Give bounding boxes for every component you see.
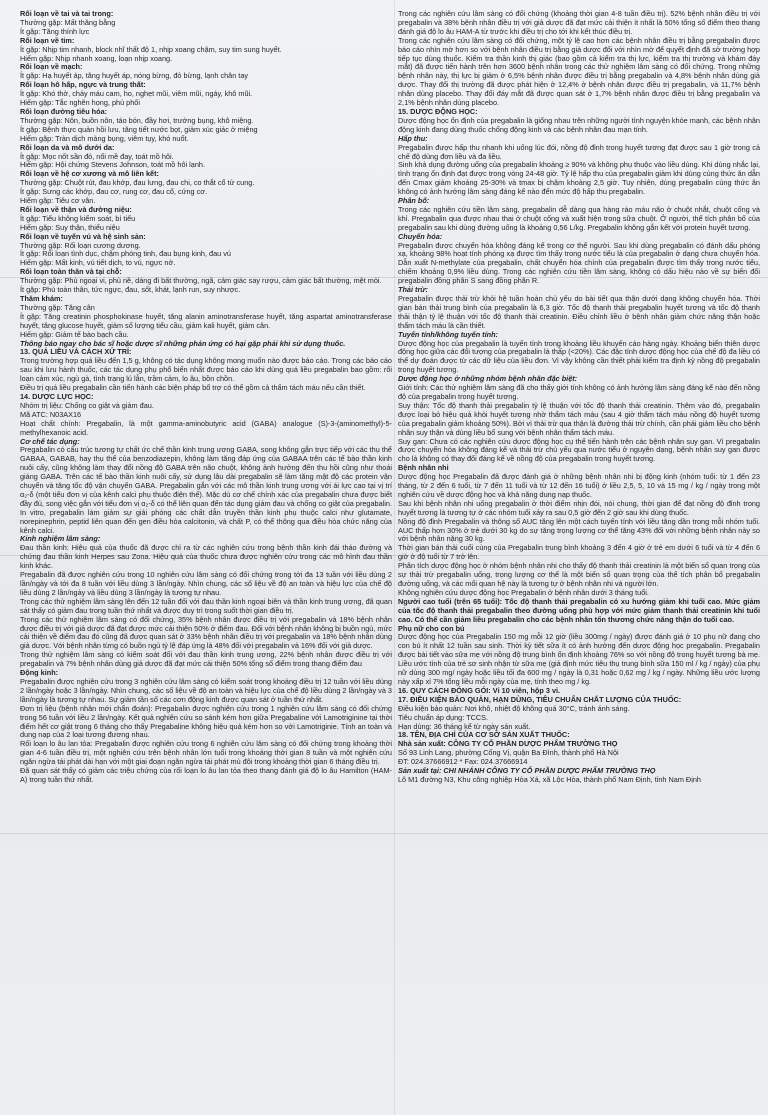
body-paragraph: Dược động học của Pregabalin 150 mg mỗi 12 giờ (liều 300mg / ngày) được đánh giá ở 10 phụ nữ đang cho con bú ít nhất 12 tuần sau sinh. Thời kỳ tiết sữa ít có ảnh hưởng đến dược động học pregabalin. Pregabalin được bài tiết vào sữa mẹ với nồng độ trung bình ổn định khoảng 76% so với nồng độ trong huyết tương bà mẹ. Liều ước tính của trẻ sơ sinh nhận từ sữa mẹ (giả định mức tiêu thụ trung bình sữa 150 ml / kg / ngày) của phụ nữ dùng 300 mg/ ngày hoặc liều tối đa 600 mg / ngày là 0,31 hoặc 0,62 mg / kg / ngày. Những liều ước lượng này xấp xỉ 7% tổng liều mỗi ngày của mẹ, tính theo mg / kg. (398, 632, 760, 686)
body-paragraph: Ít gặp: Bệnh thực quản hồi lưu, tăng tiết nước bọt, giảm xúc giác ở miệng (20, 124, 258, 134)
body-paragraph: Nồng độ đỉnh Pregabalin và thông số AUC tăng lên một cách tuyến tính với liều tăng dần trong mỗi nhóm tuổi. AUC thấp hơn 30% ở trẻ dưới 30 kg do sự tăng trọng lượng cơ thể tăng 43% đối với những bệnh nhân này so với bệnh nhân nặng 30 kg. (398, 516, 760, 544)
body-paragraph: Đã quan sát thấy có giảm các triệu chứng của rối loạn lo âu lan tỏa theo thang đánh giá độ lo âu Hamilton (HAM-A) trong tuần thứ nhất. (20, 766, 392, 784)
body-paragraph: Ít gặp: Tăng creatinin phosphokinase huyết, tăng alanin aminotransferase huyết, tăng aspartat aminotransferase huyết, tăng glucose huyết, giảm số lượng tiểu cầu, giảm kali huyết, giảm cân. (20, 311, 392, 330)
section-heading: Phụ nữ cho con bú (398, 623, 465, 633)
body-paragraph: Trong các nghiên cứu lâm sàng có đối chứng (khoảng thời gian 4-8 tuần điều trị). 52% bệnh nhân điều trị với pregabalin và 38% bệnh nhân điều trị với giả dược đã đạt mức cải thiện ít nhất là 50% tổng số điểm theo thang đánh giá độ lo âu HAM-A từ trước khi điều trị cho tới khi kết thúc điều trị. (398, 10, 760, 36)
body-paragraph: Rối loạn lo âu lan tỏa: Pregabalin được nghiên cứu trong 6 nghiên cứu lâm sàng có đối chứng trong khoảng thời gian 4-6 tuần điều trị, một nghiên cứu trên bệnh nhân lớn tuổi trong khoảng thời gian 8 tuần và một nghiên cứu ngăn ngừa tái phát dài hạn với một giai đoạn ngăn ngừa tái phát mù đôi trong khoảng thời gian 6 tháng điều trị. (20, 739, 392, 767)
body-paragraph: Hiếm gặp: Suy thận, thiểu niệu (20, 222, 120, 232)
center-crease (394, 0, 395, 1115)
body-paragraph: Ít gặp: Hạ huyết áp, tăng huyết áp, nóng bừng, đỏ bừng, lạnh chân tay (20, 71, 249, 81)
body-paragraph: Thường gặp: Chuột rút, đau khớp, đau lưng, đau chi, co thắt cổ tử cung. (20, 178, 255, 188)
body-paragraph: Không nghiên cứu dược động học Pregabalin ở bệnh nhân dưới 3 tháng tuổi. (398, 587, 649, 597)
body-paragraph: Ít gặp: Tăng thính lực (20, 26, 90, 36)
body-paragraph: Suy gan: Chưa có các nghiên cứu dược động học cụ thể tiến hành trên các bệnh nhân suy gan. Vì pregabalin được chuyển hóa không đáng kể và thải trừ chủ yếu qua nước tiểu ở nguyên dạng, bệnh nhân suy gan được cho là không có thay đổi đáng kể về nồng độ của pregabalin trong huyết tương. (398, 436, 760, 464)
body-paragraph: Hiếm gặp: Nhịp nhanh xoang, loạn nhịp xoang. (20, 53, 173, 63)
body-paragraph: Trong các nghiên cứu lâm sàng có đối chứng, một tỷ lệ cao hơn các bệnh nhân điều trị bằng pregabalin được báo cáo nhìn mờ hơn so với bệnh nhân điều trị bằng giả dược đối với nhìn mờ để quyết định đã sở trường hợp tiếp tục dùng thuốc. Kiểm tra thần kinh thị giác (bao gồm cả kiểm tra thị lực, kiểm tra thị trường và khám đáy mắt) đã được tiến hành trên hơn 3600 bệnh nhân trong các thử nghiệm lâm sàng có đối chứng. Trong những bệnh nhân này, thị lực bị giảm ở 6,5% bệnh nhân được điều trị bằng pregabalin và 4,8% bệnh nhân dùng giả dược. Thay đổi thị trường đã được phát hiện ở 12,4% ở bệnh nhân được điều trị pregabalin, và 11,7% bệnh nhân dùng placebo. Thay đổi đáy mắt đã được quan sát ở 1,7% bệnh nhân được điều trị bằng pregabalin và 2,1% bệnh nhân dùng placebo. (398, 35, 760, 108)
body-paragraph: Đơn trị liệu (bệnh nhân mới chẩn đoán): Pregabalin được nghiên cứu trong 1 nghiên cứu lâm sàng có đối chứng trong 56 tuần với liều 2 lần/ngày. Kết quả nghiên cứu so sánh kém hơn giữa Pregabaline với Lamotriginine tại thời điểm hết cơ giật trong 6 tháng cho thấy Pregabaline không hiệu quả kém hơn so với Lamotriginie. Tính an toàn và dung nạp của 2 loại tương đương nhau. (20, 703, 392, 740)
body-paragraph: Dược động học Pregabalin đã được đánh giá ở những bệnh nhân nhi bị động kinh (nhóm tuổi: từ 1 đến 23 tháng, từ 2 đến 6 tuổi, từ 7 đến 11 tuổi và từ 12 đến 16 tuổi) ở liều 2,5, 5, 10 và 15 mg / kg / ngày trong một nghiên cứu về dược động học và khả năng dung nạp thuốc. (398, 472, 760, 499)
body-paragraph: Thường gặp: Tăng cân (20, 302, 95, 312)
body-paragraph: Pregabalin đã được nghiên cứu trong 10 nghiên cứu lâm sàng có đối chứng trong tới đa 13 tuần với liều dùng 2 lần/ngày và tới đa 8 tuần với liều dùng 3 lần/ngày. Nhìn chung, các số liệu về độ an toàn và hiệu lực của chế độ liều dùng 2 lần/ngày và liều dùng 3 lần/ngày là tương tự nhau. (20, 570, 392, 597)
body-paragraph: Suy thận: Tốc độ thanh thải pregabalin tỷ lệ thuận với tốc độ thanh thải creatinin. Thêm vào đó, pregabalin được loại bỏ hiệu quả khỏi huyết tương nhờ thẩm tách máu (sau 4 giờ thẩm tách máu nồng độ huyết tương của pregabalin giảm khoảng 50%). Bởi vì thải trừ qua thận là đường thải trừ chính, cần phải giảm liều cho bệnh nhân suy thận và dùng liều bổ sung với bệnh nhân thẩm tách máu. (398, 400, 760, 437)
subsection-heading: Kinh nghiệm lâm sàng: (20, 534, 101, 544)
subsection-heading: Chuyển hóa: (398, 231, 443, 241)
body-paragraph: Ít gặp: Phù toàn thân, tức ngực, đau, sốt, khát, lạnh run, suy nhược. (20, 285, 241, 295)
warning-note: Thông báo ngay cho bác sĩ hoặc dược sĩ những phản ứng có hại gặp phải khi sử dụng thuốc. (20, 338, 346, 348)
body-paragraph: Trong thử nghiệm lâm sàng có kiểm soát đối với đau thần kinh trung ương, 22% bệnh nhân được điều trị với pregabalin và 7% bệnh nhân dùng giả dược đã đạt mức cải thiện 50% tổng số điểm trong thang điểm đau (20, 650, 392, 669)
body-paragraph: Thường gặp: Phù ngoại vi, phù nề, dáng đi bất thường, ngã, cảm giác say rượu, cảm giác bất thường, mệt mỏi. (20, 276, 382, 286)
body-paragraph: Đau thần kinh: Hiệu quả của thuốc đã được chỉ ra từ các nghiên cứu trong bệnh thần kinh đái tháo đường và chứng đau thần kinh Herpes sau Zona. Hiệu quả của thuốc chưa được nghiên cứu trong các mô hình đau thần kinh khác. (20, 543, 392, 571)
body-paragraph: Dược động học của pregabalin là tuyến tính trong khoảng liều khuyến cáo hàng ngày. Khoảng biến thiên dược động học giữa các đối tượng của pregabalin là thấp (<20%). Các đặc tính dược động học của chế độ đa liều có thể dự đoán được từ các dữ liệu của liều đơn. Vì vậy không cần thiết phải kiểm tra định kỳ nồng độ pregabalin trong huyết tương. (398, 338, 760, 375)
section-heading: Rối loạn hô hấp, ngực và trung thất: (20, 80, 146, 90)
section-heading: Rối loạn toàn thân và tại chỗ: (20, 267, 122, 277)
body-paragraph: Ít gặp: Mọc nốt sần đỏ, nổi mề đay, toát mồ hôi. (20, 151, 174, 161)
section-heading: Rối loạn về tim: (20, 35, 75, 45)
body-paragraph: Ít gặp: Rối loạn tình dục, chậm phóng tinh, đau bụng kinh, đau vú (20, 249, 231, 259)
body-paragraph: Dược động học ổn định của pregabalin là giống nhau trên những người tình nguyện khỏe mạnh, các bệnh nhân động kinh đang dùng thuốc chống động kinh và các bệnh nhân đau mạn tính. (398, 115, 760, 134)
body-paragraph: Trong các thử nghiệm lâm sàng lên đến 12 tuần đối với đau thần kinh ngoại biên và thần kinh trung ương, đã quan sát thấy có giảm đau trong tuần thứ nhất và được duy trì trong suốt thời gian điều trị. (20, 596, 392, 615)
body-paragraph: Hiếm gặp: Giảm tế bào bạch cầu. (20, 329, 129, 339)
right-column (398, 10, 760, 1115)
section-heading: Động kinh: (20, 668, 59, 678)
body-paragraph: Hiếm gặp: Tắc nghẽn họng, phù phổi (20, 98, 140, 108)
body-paragraph: Trong trường hợp quá liều đến 1,5 g, không có tác dụng không mong muốn nào được báo cáo. Trong các báo cáo sau khi lưu hành thuốc, các tác dụng phụ phổ biến nhất được báo cáo khi dùng quá liều pregabalin bao gồm: rối loạn cảm xúc, ngủ gà, tình trạng lú lẫn, trầm cảm, lo âu, bồn chồn. (20, 356, 392, 384)
body-paragraph: Tiêu chuẩn áp dụng: TCCS. (398, 712, 489, 722)
body-paragraph: Phân tích dược động học ở nhóm bệnh nhân nhi cho thấy độ thanh thải creatinin là một biến số quan trọng của sự thải trừ pregabalin uống, trọng lượng cơ thể là một biến số quan trọng của thể tích phân bố pregabalin đường uống, và các mối quan hệ này là tương tự ở bệnh nhân nhi và người lớn. (398, 561, 760, 588)
body-paragraph: Pregabalin được chuyển hóa không đáng kể trong cơ thể người. Sau khi dùng pregabalin có đánh dấu phóng xạ, khoảng 98% hoạt tính phóng xạ được tìm thấy trong nước tiểu là của pregabalin ở dạng chưa chuyển hóa. Dẫn xuất N-methylate của pregabalin, chất chuyển hóa chính của pregabalin được tìm thấy trong nước tiểu, chiếm khoảng 0,9% liều dùng. Trong các nghiên cứu tiền lâm sàng, không có dấu hiệu nào về sự biến đổi pregabalin đồng phân S sang đồng phân R. (398, 240, 760, 286)
section-heading: 13. QUÁ LIỀU VÀ CÁCH XỬ TRÍ: (20, 347, 132, 357)
section-heading: 14. DƯỢC LỰC HỌC: (20, 391, 94, 401)
body-paragraph: Ít gặp: Nhịp tim nhanh, block nhĩ thất độ 1, nhịp xoang chậm, suy tim sung huyết. (20, 44, 282, 54)
subsection-heading: Phân bố: (398, 196, 430, 206)
body-paragraph: Hoạt chất chính: Pregabalin, là một gamma-aminobutyric acid (GABA) analogue (S)-3-(aminomethyl)-5-methylhexanoic acid. (20, 418, 392, 437)
body-paragraph: Hiếm gặp: Mất kinh, vú tiết dịch, to vú, ngực nở. (20, 258, 176, 268)
body-paragraph: Thời gian bán thải cuối cùng của Pregabalin trung bình khoảng 3 đến 4 giờ ở trẻ em dưới 6 tuổi và từ 4 đến 6 giờ ở độ tuổi từ 7 trở lên. (398, 543, 760, 562)
body-paragraph: Ít gặp: Sưng các khớp, đau cơ, rung cơ, đau cổ, cứng cơ. (20, 187, 208, 197)
section-heading: Người cao tuổi (trên 65 tuổi): Tốc độ thanh thải pregabalin có xu hướng giảm khi tuổi cao. Mức giảm của tốc độ thanh thải pregabalin theo đường uống phù hợp với mức giảm thanh thải creatinin khi tuổi cao. Có thể cần giảm liều pregabalin cho các bệnh nhân tổn thương chức năng thận do tuổi cao. (398, 596, 760, 624)
body-paragraph: Thường gặp: Nôn, buồn nôn, táo bón, đầy hơi, trướng bụng, khô miệng. (20, 115, 254, 125)
section-heading: Rối loạn về thận và đường niệu: (20, 204, 132, 214)
section-heading: Rối loạn về tai và tai trong: (20, 10, 114, 18)
subsection-heading: Tuyến tính/không tuyến tính: (398, 329, 498, 339)
subsection-heading: Dược động học ở những nhóm bệnh nhân đặc biệt: (398, 374, 578, 384)
left-column (20, 10, 392, 1115)
section-heading: 15. DƯỢC ĐỘNG HỌC: (398, 106, 478, 116)
label-line: Sản xuất tại: CHI NHÁNH CÔNG TY CỔ PHẦN DƯỢC PHẨM TRƯỜNG THỌ (398, 766, 656, 776)
body-paragraph: Hiếm gặp: Hội chứng Stevens Johnson, toát mồ hôi lạnh. (20, 160, 205, 170)
subsection-heading: Thải trừ: (398, 285, 428, 295)
section-heading: Rối loạn da và mô dưới da: (20, 142, 115, 152)
section-heading: Nhà sản xuất: CÔNG TY CỔ PHẦN DƯỢC PHẨM TRƯỜNG THỌ (398, 739, 618, 749)
body-paragraph: Lô M1 đường N3, Khu công nghiệp Hòa Xá, xã Lộc Hòa, thành phố Nam Định, tỉnh Nam Định (398, 774, 701, 784)
section-heading: 18. TÊN, ĐỊA CHỈ CỦA CƠ SỞ SẢN XUẤT THUỐC: (398, 730, 570, 740)
body-paragraph: Hiếm gặp: Tiêu cơ vân. (20, 196, 96, 206)
section-heading: Rối loạn về hệ cơ xương và mô liên kết: (20, 169, 159, 179)
body-paragraph: Sau khi bệnh nhân nhi uống pregabalin ở thời điểm nhịn đói, nói chung, thời gian để đạt nồng độ đỉnh trong huyết tương là tương tự ở các nhóm tuổi xảy ra sau 0,5 giờ đến 2 giờ sau khi dùng thuốc. (398, 498, 760, 517)
body-paragraph: Pregabalin có cấu trúc tương tự chất ức chế thần kinh trung ương GABA, song không gắn trực tiếp với các thụ thể GABAA, GABAB, hay thụ thể của benzodiazepin, không làm tăng đáp ứng của GABAA trên các tế bào thần kinh nuôi cấy, cũng không làm thay đổi nồng độ GABA trên não chuột, không ảnh hưởng đến thu hồi cũng như thoái giáng GABA. Trên các tế bào thần kinh nuôi cấy, sử dụng lâu dài pregabalin sẽ làm tăng mật độ các protein vận chuyển và tăng tốc độ vận chuyển GABA. Pregabalin gắn với các mô thần kinh trung ương với ái lực cao tại vị trí α₂-δ (một tiểu đơn vị của kênh calci phụ thuộc điện thế). Mặc dù cơ chế chính xác của pregabalin chưa được biết đầy đủ, song việc gắn với tiểu đơn vị α₂-δ có thể liên quan đến tác dụng giảm đau và chống co giật của pregabalin. In vitro, pregabalin làm giảm sự giải phóng các chất dẫn truyền thần kinh phụ thuộc calci như glutamate, norepinephrin, peptid liên quan đến gen điều hòa calcitonin, và chất P, có thể thông qua điều hòa chức năng của kênh calci. (20, 445, 392, 535)
body-paragraph: Giới tính: Các thử nghiệm lâm sàng đã cho thấy giới tính không có ảnh hưởng lâm sàng đáng kể nào đến nồng độ của pregabalin trong huyết tương. (398, 383, 760, 401)
body-paragraph: Ít gặp: Khó thở, chảy máu cam, ho, nghẹt mũi, viêm mũi, ngáy, khô mũi. (20, 89, 253, 99)
body-paragraph: Pregabalin được nghiên cứu trong 3 nghiên cứu lâm sàng có kiểm soát trong khoảng điều trị 12 tuần với liều dùng 2 lần/ngày hoặc 3 lần/ngày. Nhìn chung, các số liệu về độ an toàn và hiệu lực của chế độ liều dùng 2 lần/ngày và 3 lần/ngày là tương tự nhau. Sự giảm tần số các cơn động kinh được quan sát ở tuần thứ nhất. (20, 676, 392, 704)
body-paragraph: Thường gặp: Rối loạn cương dương. (20, 240, 141, 250)
subsection-heading: Hấp thu: (398, 133, 428, 143)
body-paragraph: Sinh khả dụng đường uống của pregabalin khoảng ≥ 90% và không phụ thuộc vào liều dùng. Khi dùng nhắc lại, tình trạng ổn định đạt được trong vòng 24-48 giờ. Tỷ lệ hấp thu của pregabalin giảm khi dùng cùng thức ăn dẫn đến Cmax giảm khoảng 25-30% và tmax bị chậm khoảng 2,5 giờ. Tuy nhiên, dùng pregabalin cùng thức ăn không có ảnh hưởng lâm sàng đáng kể nào đến mức độ hấp thu pregabalin. (398, 160, 760, 197)
section-heading: Rối loạn đường tiêu hóa: (20, 106, 108, 116)
section-heading: Rối loạn về mạch: (20, 62, 83, 72)
section-heading: Rối loạn về tuyến vú và hệ sinh sản: (20, 231, 146, 241)
section-heading: Thăm khám: (20, 294, 63, 303)
body-paragraph: Trong các thử nghiệm lâm sàng có đối chứng, 35% bệnh nhân được điều trị với pregabalin và 18% bệnh nhân được điều trị với giả dược đã đạt được mức cải thiện 50% ở điểm đau. Đối với bệnh nhân không bị buồn ngủ, mức cải thiện về điểm đau đó cũng đã được quan sát ở 33% bệnh nhân điều trị với pregabalin và 18% bệnh nhân dùng giả dược. Với bệnh nhân từng có buồn ngủ tỷ lệ đáp ứng là 48% đối với pregabalin và 16% đối với giả dược. (20, 614, 392, 651)
section-heading: 17. ĐIỀU KIỆN BẢO QUẢN, HẠN DÙNG, TIÊU CHUẨN CHẤT LƯỢNG CỦA THUỐC: (398, 694, 682, 704)
body-paragraph: Pregabalin được hấp thu nhanh khi uống lúc đói, nồng độ đỉnh trong huyết tương đạt được sau 1 giờ trong cả chế độ dùng đơn liều và đa liều. (398, 142, 760, 161)
body-paragraph: Pregabalin được thải trừ khỏi hệ tuần hoàn chủ yếu do bài tiết qua thận dưới dạng không chuyển hóa. Thời gian bán thải trung bình của pregabalin là 6,3 giờ. Tốc độ thanh thải pregabalin huyết tương và tốc độ thanh thải thận tỷ lệ thuận với tốc độ thanh thải creatinin. Điều chỉnh liều ở bệnh nhân giảm chức năng thận hoặc thẩm tách máu là cần thiết. (398, 294, 760, 330)
body-paragraph: Ít gặp: Tiểu không kiểm soát, bí tiểu (20, 213, 136, 223)
body-paragraph: Thường gặp: Mất thăng bằng (20, 17, 116, 27)
body-paragraph: Điều kiện bảo quản: Nơi khô, nhiệt độ không quá 30°C, tránh ánh sáng. (398, 703, 630, 713)
body-paragraph: Hiếm gặp: Tràn dịch màng bụng, viêm tụy, khó nuốt. (20, 133, 189, 143)
body-paragraph: ĐT: 024.37666912 * Fax: 024.37666914 (398, 757, 528, 767)
section-heading: 16. QUY CÁCH ĐÓNG GÓI: Vỉ 10 viên, hộp 3 vỉ. (398, 685, 561, 695)
subsection-heading: Cơ chế tác dụng: (20, 436, 80, 446)
section-heading: Bệnh nhân nhi (398, 463, 449, 473)
body-paragraph: Nhóm trị liệu: Chống co giật và giảm đau. (20, 400, 154, 410)
body-paragraph: Trong các nghiên cứu tiền lâm sàng, pregabalin dễ dàng qua hàng rào máu não ở chuột nhắt, chuột cống và khỉ. Pregabalin qua được nhau thai ở chuột cống và xuất hiện trong sữa chuột. Ở người, thể tích phân bố của pregabalin sau khi dùng đường uống là khoảng 0,56 L/kg. Pregabalin không gắn kết với protein huyết tương. (398, 204, 760, 232)
body-paragraph: Số 93 Linh Lang, phường Cống Vị, quận Ba Đình, thành phố Hà Nội (398, 748, 619, 758)
body-paragraph: Hạn dùng: 36 tháng kể từ ngày sản xuất. (398, 721, 531, 731)
body-paragraph: Mã ATC: N03AX16 (20, 409, 82, 419)
body-paragraph: Điều trị quá liều pregabalin cần tiến hành các biện pháp bổ trợ có thể gồm cả thẩm tách máu nếu cần thiết. (20, 383, 366, 393)
